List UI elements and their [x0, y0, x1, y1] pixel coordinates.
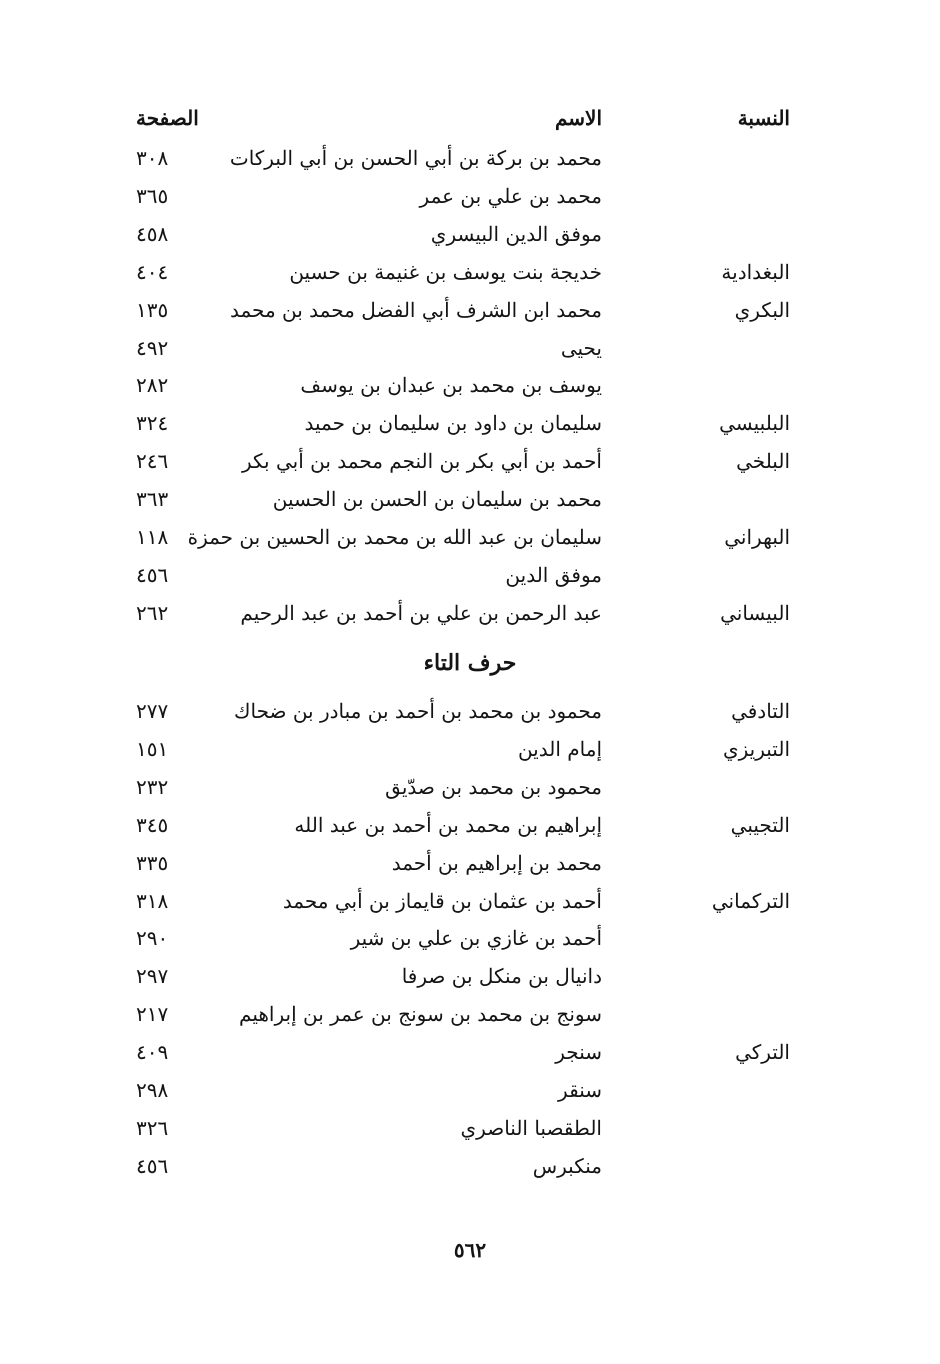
entry-page: ١١٨ [136, 525, 169, 549]
entry-nisba: البهراني [724, 525, 790, 549]
entry-page: ٣٢٦ [136, 1115, 169, 1140]
list-item [0, 292, 940, 328]
list-item [0, 1148, 940, 1184]
entry-name: محمد بن إبراهيم بن أحمد [391, 850, 602, 875]
entry-nisba: التجيبي [730, 812, 790, 837]
entry-page: ٣١٨ [136, 888, 169, 913]
list-item [0, 405, 940, 441]
entry-page: ٢٦٢ [136, 600, 169, 625]
list-item [0, 216, 940, 252]
entry-nisba: البكري [734, 297, 790, 322]
list-item [0, 595, 940, 631]
entry-page: ٢١٧ [136, 1002, 169, 1027]
entry-nisba: التادفي [731, 699, 790, 723]
entry-page: ٤٥٦ [136, 1153, 169, 1178]
entry-nisba: التركي [735, 1040, 790, 1065]
entry-name: منكبرس [532, 1153, 602, 1178]
list-item [0, 254, 940, 290]
list-item [0, 769, 940, 805]
entry-nisba: التركماني [711, 888, 790, 913]
entry-page: ٤٠٤ [136, 259, 169, 284]
entry-name: إمام الدين [517, 736, 602, 761]
entry-page: ١٥١ [136, 736, 169, 761]
entry-page: ٢٩٧ [136, 964, 169, 989]
list-item [0, 1110, 940, 1146]
entry-name: محمد بن بركة بن أبي الحسن بن أبي البركات [229, 146, 602, 170]
entry-page: ٢٣٢ [136, 774, 169, 799]
entry-name: محمود بن محمد بن أحمد بن مبادر بن ضحاك [234, 699, 602, 723]
list-item [0, 367, 940, 403]
header-page: الصفحة [136, 106, 199, 130]
list-item [0, 140, 940, 176]
list-item [0, 996, 940, 1032]
entry-nisba: البلبيسي [719, 411, 790, 436]
entry-name: إبراهيم بن محمد بن أحمد بن عبد الله [294, 812, 602, 837]
entry-page: ٣٠٨ [136, 146, 169, 170]
list-item [0, 958, 940, 994]
entry-name: محمد ابن الشرف أبي الفضل محمد بن محمد [229, 297, 602, 322]
entry-name: محمد بن سليمان بن الحسن بن الحسين [272, 487, 602, 512]
list-item [0, 920, 940, 956]
entry-page: ٣٦٣ [136, 487, 169, 512]
entry-name: أحمد بن غازي بن علي بن شير [350, 926, 602, 951]
entry-name: محمد بن علي بن عمر [419, 183, 602, 208]
entry-page: ٢٩٠ [136, 926, 169, 951]
list-item [0, 557, 940, 593]
entry-page: ٢٨٢ [136, 373, 169, 398]
entry-page: ٣٣٥ [136, 850, 169, 875]
list-item [0, 1034, 940, 1070]
list-item [0, 178, 940, 214]
list-item [0, 807, 940, 843]
entry-page: ٤٩٢ [136, 335, 169, 360]
entry-name: الطقصبا الناصري [460, 1115, 602, 1140]
entry-page: ٤٥٨ [136, 221, 169, 246]
entry-name: يحيى [560, 335, 602, 360]
list-item [0, 1072, 940, 1108]
entry-name: محمود بن محمد بن صدّيق [385, 774, 602, 799]
entry-page: ٢٧٧ [136, 699, 169, 723]
entry-name: أحمد بن أبي بكر بن النجم محمد بن أبي بكر [241, 449, 602, 474]
entry-name: عبد الرحمن بن علي بن أحمد بن عبد الرحيم [240, 600, 602, 625]
entry-name: سنجر [555, 1040, 602, 1065]
table-header [0, 100, 940, 136]
entry-name: يوسف بن محمد بن عبدان بن يوسف [300, 373, 602, 398]
list-item [0, 693, 940, 729]
list-item [0, 519, 940, 555]
entry-nisba: البلخي [736, 449, 790, 474]
entry-name: أحمد بن عثمان بن قايماز بن أبي محمد [282, 888, 602, 913]
header-nisba: النسبة [737, 106, 790, 130]
entry-page: ٤٠٩ [136, 1040, 169, 1065]
list-item [0, 481, 940, 517]
entry-name: دانيال بن منكل بن صرفا [401, 964, 602, 989]
entry-page: ٣٤٥ [136, 812, 169, 837]
entry-page: ٤٥٦ [136, 562, 169, 587]
list-item [0, 330, 940, 366]
entry-name: سليمان بن عبد الله بن محمد بن الحسين بن حمزة [187, 525, 602, 549]
list-item [0, 731, 940, 767]
entry-page: ٢٤٦ [136, 449, 169, 474]
entry-nisba: البغدادية [721, 259, 790, 284]
entry-name: موفق الدين البيسري [430, 221, 602, 246]
list-item [0, 443, 940, 479]
entry-page: ٢٩٨ [136, 1078, 169, 1102]
entry-nisba: البيساني [720, 600, 790, 625]
entry-name: موفق الدين [505, 562, 602, 587]
entry-nisba: التبريزي [722, 736, 790, 761]
section-title: حرف التاء [423, 650, 517, 676]
entry-name: سليمان بن داود بن سليمان بن حميد [304, 411, 602, 436]
entry-name: سونج بن محمد بن سونج بن عمر بن إبراهيم [239, 1002, 602, 1027]
entry-page: ٣٦٥ [136, 183, 169, 208]
entry-page: ٣٢٤ [136, 411, 169, 436]
entry-page: ١٣٥ [136, 297, 169, 322]
entry-name: خديجة بنت يوسف بن غنيمة بن حسين [289, 259, 602, 284]
entry-name: سنقر [558, 1078, 602, 1102]
header-name: الاسم [554, 106, 602, 130]
list-item [0, 883, 940, 919]
page-number: ٥٦٢ [453, 1238, 487, 1262]
list-item [0, 845, 940, 881]
